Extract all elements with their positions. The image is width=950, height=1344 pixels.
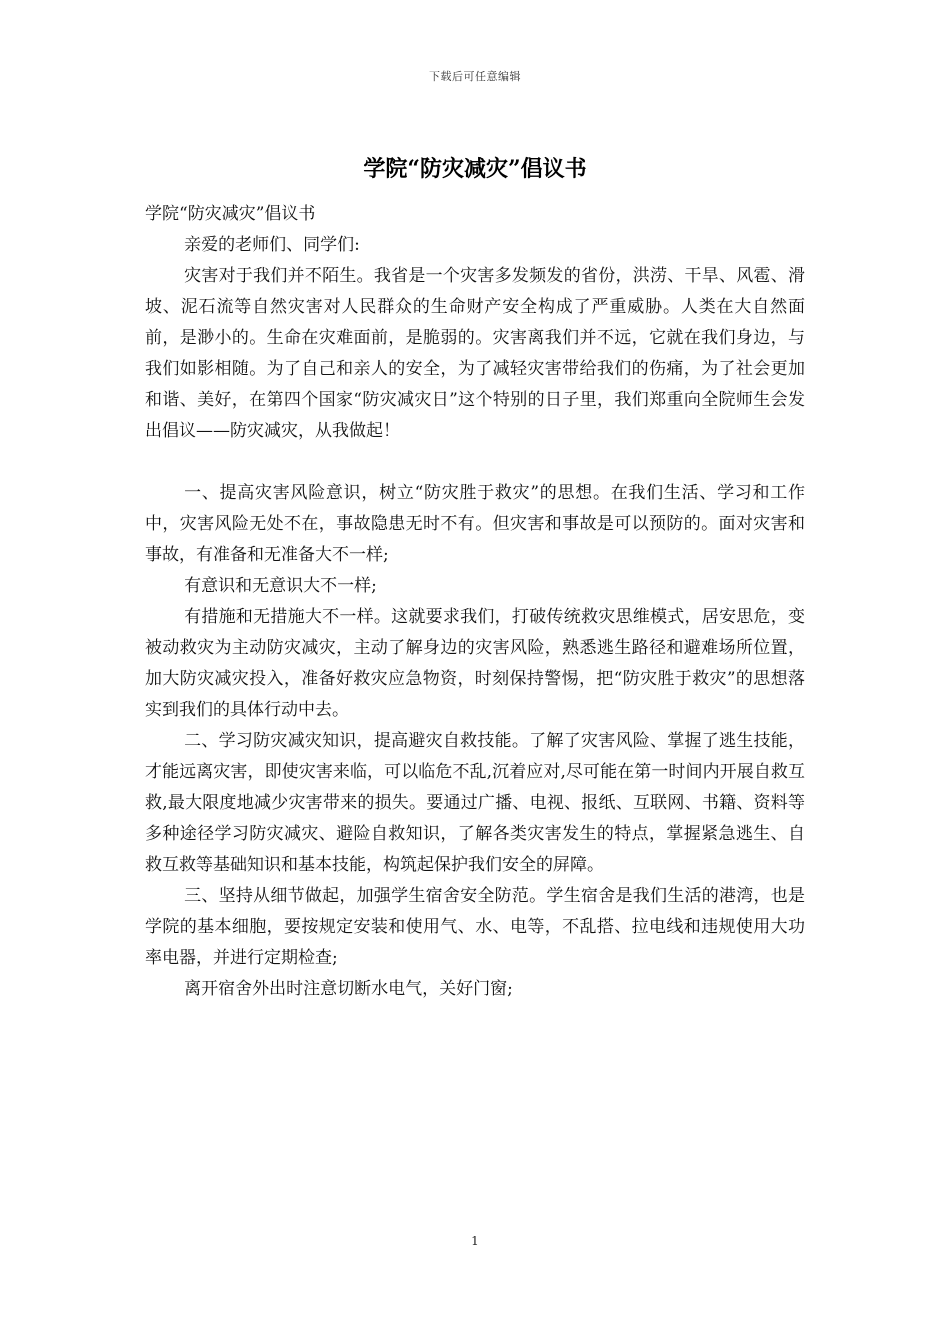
paragraph-section-3: 三、坚持从细节做起，加强学生宿舍安全防范。学生宿舍是我们生活的港湾，也是学院的基本细胞，要按规定安装和使用气、水、电等，不乱搭、拉电线和违规使用大功率电器，并进行定期检查; [145, 886, 805, 968]
paragraph-section-1-cont-a: 有意识和无意识大不一样; [184, 576, 377, 596]
paragraph-section-1: 一、提高灾害风险意识，树立“防灾胜于救灾”的思想。在我们生活、学习和工作中，灾害风险无处不在，事故隐患无时不有。但灾害和事故是可以预防的。面对灾害和事故，有准备和无准备大不一样; [145, 483, 805, 565]
paragraph-intro: 灾害对于我们并不陌生。我省是一个灾害多发频发的省份，洪涝、干旱、风雹、滑坡、泥石流等自然灾害对人民群众的生命财产安全构成了严重威胁。人类在大自然面前，是渺小的。生命在灾难面前，是脆弱的。灾害离我们并不远，它就在我们身边，与我们如影相随。为了自己和亲人的安全，为了减轻灾害带给我们的伤痛，为了社会更加和谐、美好，在第四个国家“防灾减灾日”这个特别的日子里，我们郑重向全院师生会发出倡议——防灾减灾，从我做起！ [145, 266, 805, 441]
paragraph-section-1-cont-b: 有措施和无措施大不一样。这就要求我们，打破传统救灾思维模式，居安思危，变被动救灾为主动防灾减灾，主动了解身边的灾害风险，熟悉逃生路径和避难场所位置，加大防灾减灾投入，准备好救灾应急物资，时刻保持警惕，把“防灾胜于救灾”的思想落实到我们的具体行动中去。 [145, 607, 805, 720]
paragraph-section-2: 二、学习防灾减灾知识，提高避灾自救技能。了解了灾害风险、掌握了逃生技能，才能远离灾害，即使灾害来临，可以临危不乱,沉着应对,尽可能在第一时间内开展自救互救,最大限度地减少灾害带来的损失。要通过广播、电视、报纸、互联网、书籍、资料等多种途径学习防灾减灾、避险自救知识，了解各类灾害发生的特点，掌握紧急逃生、自救互救等基础知识和基本技能，构筑起保护我们安全的屏障。 [145, 731, 805, 875]
page-number: 1 [471, 1234, 479, 1248]
document-body [145, 199, 805, 1005]
document-title: 学院“防灾减灾”倡议书 [363, 156, 587, 182]
header-note: 下载后可任意编辑 [429, 70, 521, 83]
subtitle-line: 学院“防灾减灾”倡议书 [145, 204, 316, 224]
paragraph-section-3-cont: 离开宿舍外出时注意切断水电气，关好门窗; [184, 979, 513, 999]
greeting: 亲爱的老师们、同学们: [184, 235, 360, 255]
